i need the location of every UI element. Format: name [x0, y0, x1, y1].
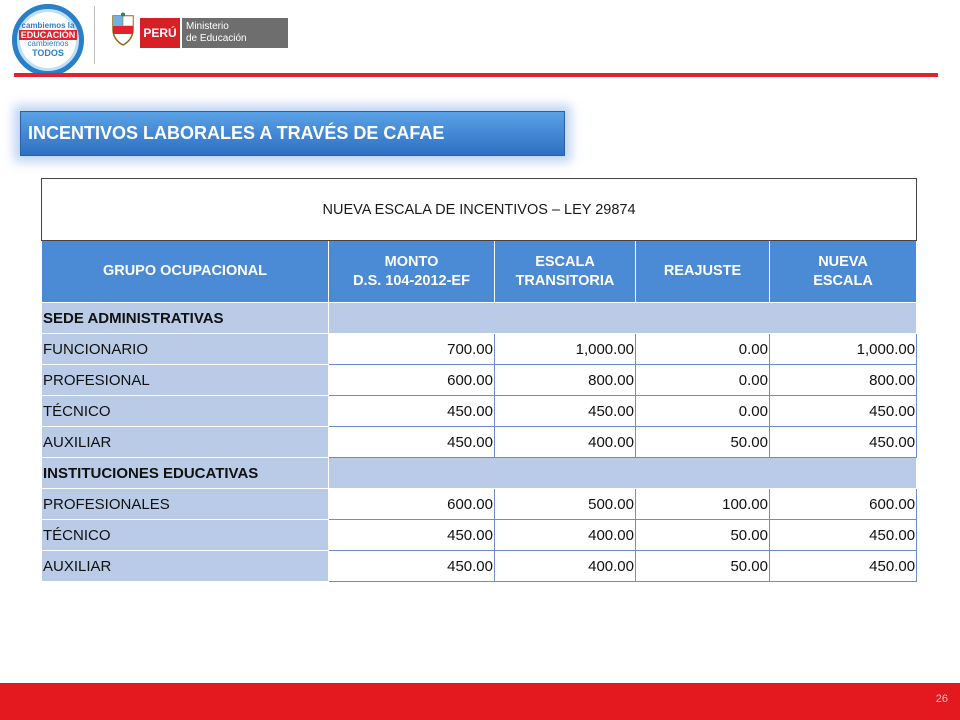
table-row: [42, 365, 917, 396]
cell-reajuste: 50.00: [636, 520, 770, 551]
page-number: 26: [935, 693, 948, 705]
table-title: NUEVA ESCALA DE INCENTIVOS – LEY 29874: [42, 179, 917, 241]
section-label: SEDE ADMINISTRATIVAS: [42, 303, 329, 334]
cell-nueva-escala: 1,000.00: [770, 334, 917, 365]
cell-grupo: TÉCNICO: [42, 520, 329, 551]
cell-reajuste: 100.00: [636, 489, 770, 520]
cell-reajuste: 0.00: [636, 365, 770, 396]
cell-grupo: AUXILIAR: [42, 427, 329, 458]
table-row: [42, 427, 917, 458]
cell-reajuste: 50.00: [636, 551, 770, 582]
campaign-logo-line3: cambiemos: [27, 39, 69, 48]
cell-monto: 450.00: [329, 551, 495, 582]
cell-escala-transitoria: 450.00: [495, 396, 636, 427]
header-grupo-ocupacional: GRUPO OCUPACIONAL: [42, 241, 329, 303]
cell-grupo: FUNCIONARIO: [42, 334, 329, 365]
cell-grupo: TÉCNICO: [42, 396, 329, 427]
cell-nueva-escala: 450.00: [770, 427, 917, 458]
cell-escala-transitoria: 400.00: [495, 427, 636, 458]
coat-of-arms-icon: [110, 12, 136, 46]
cell-escala-transitoria: 1,000.00: [495, 334, 636, 365]
header-monto: MONTO D.S. 104-2012-EF: [329, 241, 495, 303]
cell-grupo: PROFESIONAL: [42, 365, 329, 396]
header-divider: [94, 6, 95, 64]
campaign-logo-line1: cambiemos la: [21, 21, 75, 30]
section-fill: [329, 303, 917, 334]
cell-escala-transitoria: 500.00: [495, 489, 636, 520]
cell-monto: 700.00: [329, 334, 495, 365]
cell-nueva-escala: 450.00: [770, 396, 917, 427]
ministry-line2: de Educación: [186, 33, 247, 44]
peru-label: PERÚ: [140, 18, 180, 48]
header-nueva-escala: NUEVA ESCALA: [770, 241, 917, 303]
cell-grupo: AUXILIAR: [42, 551, 329, 582]
slide-title: INCENTIVOS LABORALES A TRAVÉS DE CAFAE: [20, 111, 565, 156]
cell-reajuste: 0.00: [636, 396, 770, 427]
table-row: [42, 396, 917, 427]
table-row: [42, 334, 917, 365]
cell-escala-transitoria: 400.00: [495, 551, 636, 582]
ministry-label: [182, 18, 288, 48]
header-rule: [14, 73, 938, 77]
cell-monto: 450.00: [329, 427, 495, 458]
cell-nueva-escala: 450.00: [770, 551, 917, 582]
header-escala-transitoria: ESCALA TRANSITORIA: [495, 241, 636, 303]
cell-monto: 600.00: [329, 365, 495, 396]
cell-nueva-escala: 600.00: [770, 489, 917, 520]
table-title-row: [42, 179, 917, 241]
campaign-logo-line4: TODOS: [32, 48, 64, 58]
incentives-table: [41, 178, 917, 582]
table-header-row: [42, 241, 917, 303]
cell-monto: 450.00: [329, 396, 495, 427]
cell-reajuste: 0.00: [636, 334, 770, 365]
table-row: [42, 520, 917, 551]
header-reajuste: REAJUSTE: [636, 241, 770, 303]
campaign-logo: [12, 4, 84, 76]
campaign-logo-line2: EDUCACIÓN: [20, 30, 76, 40]
table-row: [42, 551, 917, 582]
section-fill: [329, 458, 917, 489]
section-label: INSTITUCIONES EDUCATIVAS: [42, 458, 329, 489]
cell-monto: 450.00: [329, 520, 495, 551]
cell-escala-transitoria: 800.00: [495, 365, 636, 396]
cell-escala-transitoria: 400.00: [495, 520, 636, 551]
cell-monto: 600.00: [329, 489, 495, 520]
section-row: [42, 458, 917, 489]
cell-nueva-escala: 800.00: [770, 365, 917, 396]
footer-bar: [0, 683, 960, 720]
ministry-line1: Ministerio: [186, 21, 229, 32]
cell-nueva-escala: 450.00: [770, 520, 917, 551]
table-row: [42, 489, 917, 520]
section-row: [42, 303, 917, 334]
cell-grupo: PROFESIONALES: [42, 489, 329, 520]
cell-reajuste: 50.00: [636, 427, 770, 458]
